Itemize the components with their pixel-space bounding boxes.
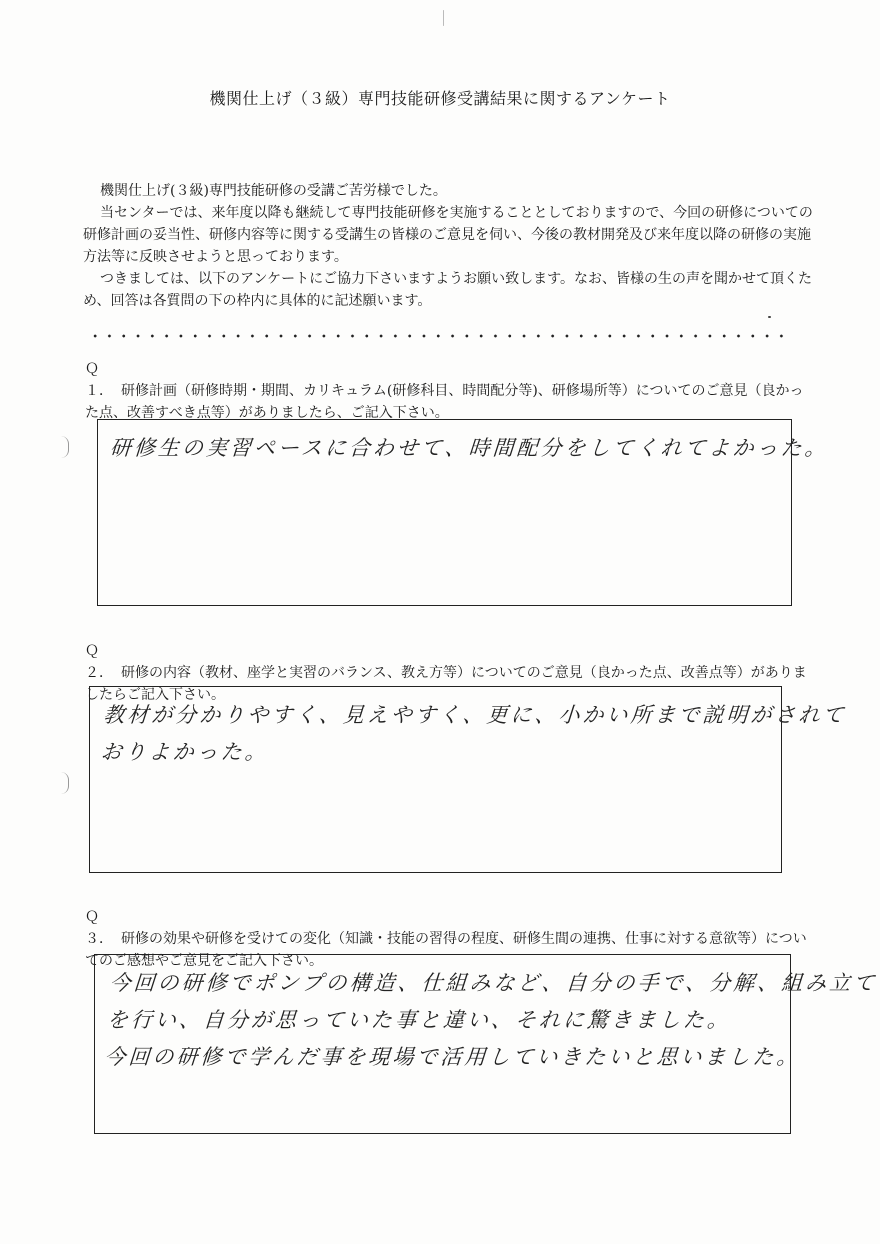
binding-mark (60, 772, 69, 794)
scan-speck (443, 10, 444, 26)
question-3-label: Ｑ３． (85, 909, 113, 947)
document-title: 機関仕上げ（３級）専門技能研修受講結果に関するアンケート (209, 89, 671, 108)
scan-speck (768, 316, 771, 318)
answer-line: 教材が分かりやすく、見えやすく、更に、小かい所まで説明がされて (102, 703, 848, 727)
answer-3-text (103, 965, 879, 1076)
answer-line: おりよかった。 (99, 740, 270, 764)
answer-line: 今回の研修でポンプの構造、仕組みなど、自分の手で、分解、組み立て (108, 971, 879, 995)
answer-line: を行い、自分が思っていた事と違い、それに驚きました。 (106, 1008, 732, 1032)
answer-box-2[interactable] (89, 686, 848, 873)
dotted-separator (88, 333, 788, 339)
question-1 (85, 358, 810, 424)
intro-paragraph-2: 当センターでは、来年度以降も継続して専門技能研修を実施することとしておりますので、今回の研修についての研修計画の妥当性、研修内容等に関する受講生の皆様のご意見を伺い、今後の教材開発及び来年度以降の研修の実施方法等に反映させようと思っております。 (83, 205, 813, 265)
answer-line: 研修生の実習ペースに合わせて、時間配分をしてくれてよかった。 (109, 436, 830, 460)
question-2-label: Ｑ２． (85, 643, 113, 681)
intro-paragraph-1: 機関仕上げ(３級)専門技能研修の受講ご苦労様でした。 (100, 183, 447, 199)
answer-box-3[interactable] (94, 954, 879, 1134)
question-1-label: Ｑ１． (85, 361, 113, 399)
answer-box-1[interactable] (97, 419, 830, 606)
intro-text (83, 180, 813, 312)
question-1-text: 研修計画（研修時期・期間、カリキュラム(研修科目、時間配分等)、研修場所等）についてのご意見（良かった点、改善すべき点等）がありましたら、ご記入下さい。 (85, 383, 804, 421)
question-3-text: 研修の効果や研修を受けての変化（知識・技能の習得の程度、研修生間の連携、仕事に対する意欲等）についてのご感想やご意見をご記入下さい。 (85, 931, 807, 969)
answer-1-text (109, 430, 830, 467)
answer-line: 今回の研修で学んだ事を現場で活用していきたいと思いました。 (103, 1045, 802, 1069)
intro-paragraph-3: つきましては、以下のアンケートにご協力下さいますようお願い致します。なお、皆様の生の声を聞かせて頂くため、回答は各質問の下の枠内に具体的に記述願います。 (83, 271, 813, 309)
answer-2-text (99, 697, 848, 771)
binding-mark (60, 436, 69, 458)
question-2-text: 研修の内容（教材、座学と実習のバランス、教え方等）についてのご意見（良かった点、改善点等）がありましたらご記入下さい。 (85, 665, 807, 703)
